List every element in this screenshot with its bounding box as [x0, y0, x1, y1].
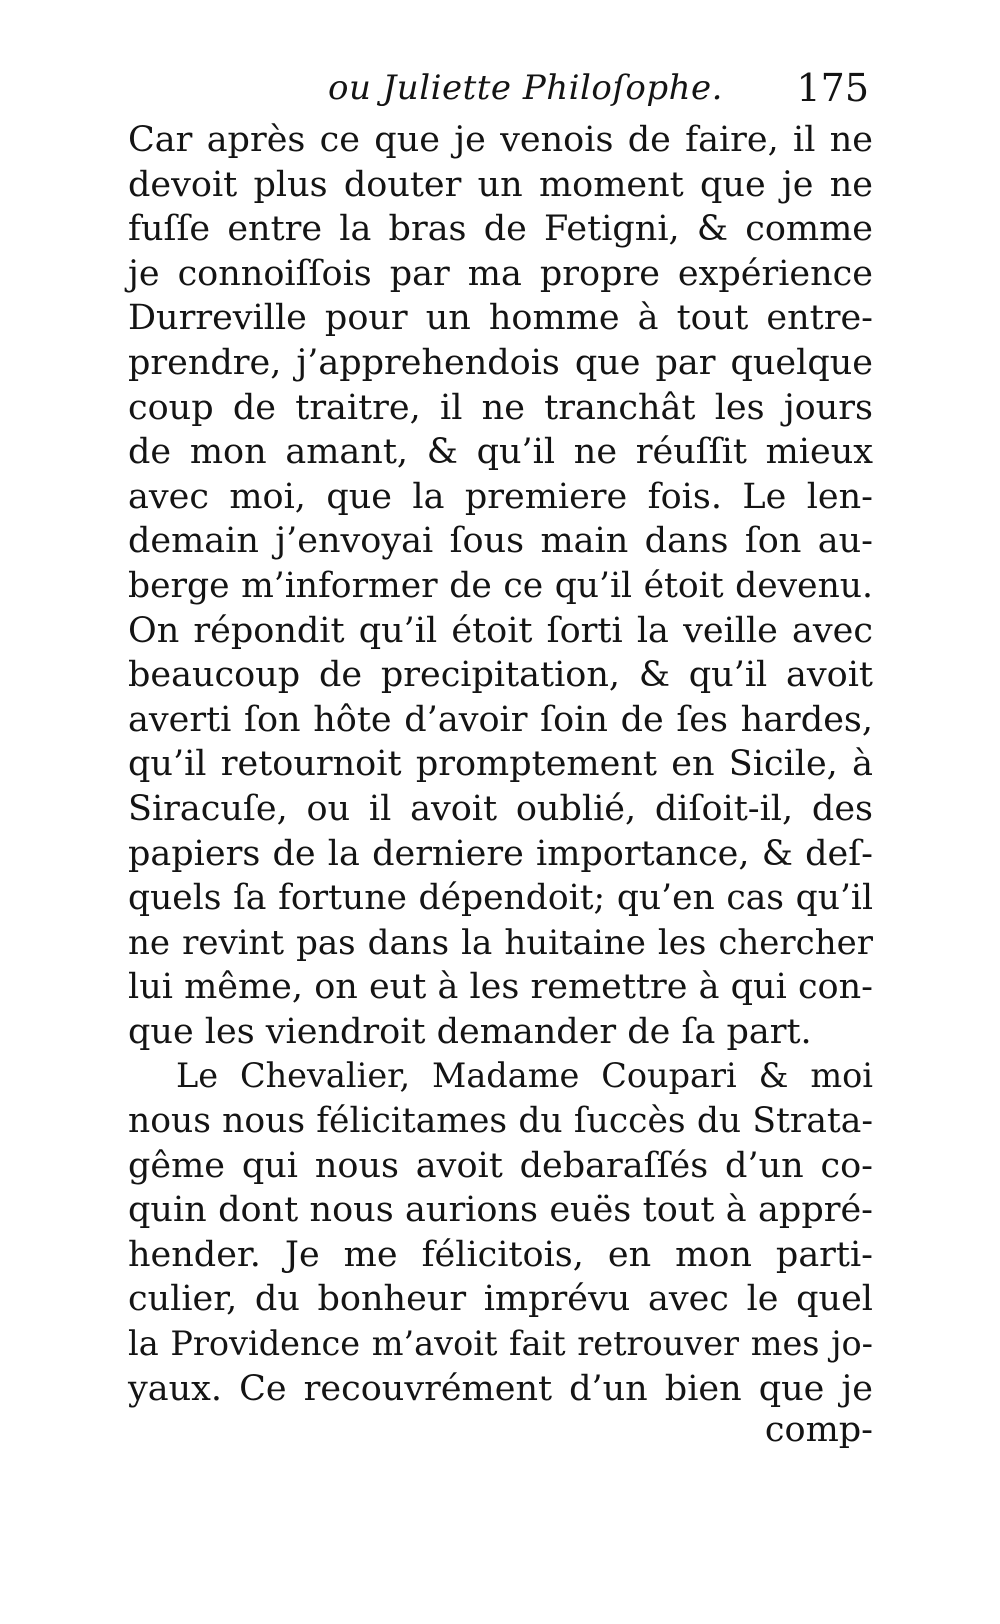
text-line: culier, du bonheur imprévu avec le quel — [128, 1279, 873, 1320]
text-line: Durreville pour un homme à tout entre- — [128, 298, 873, 339]
text-line: averti ſon hôte d’avoir ſoin de ſes hardes, — [128, 699, 873, 740]
text-line: papiers de la derniere importance, & deſ- — [128, 833, 873, 874]
text-line: yaux. Ce recouvrément d’un bien que je — [128, 1368, 873, 1409]
text-line: On répondit qu’il étoit ſorti la veille avec — [128, 610, 873, 651]
page-header — [128, 62, 873, 122]
text-line: berge m’informer de ce qu’il étoit devenu. — [128, 565, 873, 606]
text-line: fuſſe entre la bras de Fetigni, & comme — [128, 209, 873, 250]
catchword: comp- — [764, 1410, 873, 1450]
text-line: avec moi, que la premiere fois. Le len- — [128, 476, 873, 517]
text-line: la Providence m’avoit fait retrouver mes jo- — [128, 1324, 873, 1364]
text-line: Car après ce que je venois de faire, il ne — [128, 120, 873, 160]
text-line: Siracuſe, ou il avoit oublié, diſoit-il, des — [128, 788, 873, 829]
text-line: je connoiſſois par ma propre expérience — [128, 253, 873, 294]
body-text — [128, 118, 873, 1411]
paragraph-start-line: Le Chevalier, Madame Coupari & moi — [176, 1056, 873, 1096]
page-number: 175 — [796, 66, 869, 110]
text-line: devoit plus douter un moment que je ne — [128, 164, 873, 205]
text-line: beaucoup de precipitation, & qu’il avoit — [128, 655, 873, 696]
text-line: gême qui nous avoit debaraſſés d’un co- — [128, 1145, 873, 1186]
text-line: coup de traitre, il ne tranchât les jours — [128, 387, 873, 428]
text-line: hender. Je me félicitois, en mon parti- — [128, 1234, 873, 1275]
running-title: ou Juliette Philoſophe. — [328, 68, 723, 108]
text-line: de mon amant, & qu’il ne réuſſit mieux — [128, 432, 873, 473]
text-line: quin dont nous aurions euës tout à appré- — [128, 1190, 873, 1231]
text-line: ne revint pas dans la huitaine les chercher — [128, 922, 873, 963]
text-line: que les viendroit demander de ſa part. — [128, 1011, 812, 1052]
text-line: lui même, on eut à les remettre à qui con- — [128, 967, 873, 1008]
text-line: demain j’envoyai ſous main dans ſon au- — [128, 521, 873, 562]
text-line: quels ſa fortune dépendoit; qu’en cas qu’il — [128, 878, 873, 919]
text-line: qu’il retournoit promptement en Sicile, à — [128, 744, 873, 785]
text-line: prendre, j’apprehendois que par quelque — [128, 342, 873, 383]
text-line: nous nous félicitames du ſuccès du Strata- — [128, 1101, 873, 1142]
